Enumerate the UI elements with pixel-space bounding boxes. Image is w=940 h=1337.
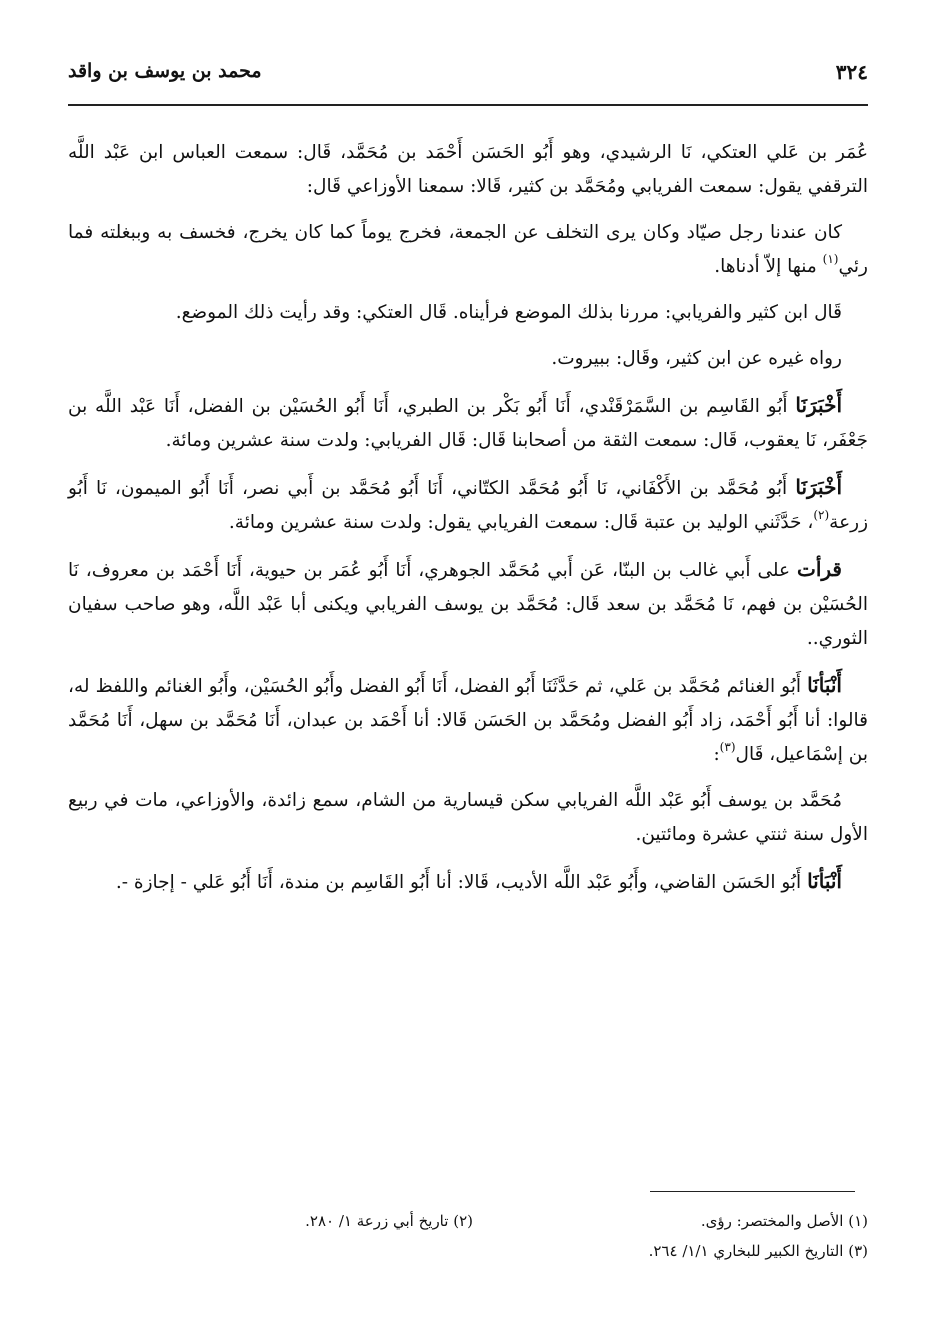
paragraph [68, 296, 868, 330]
paragraph-tail: ، حَدَّثَني الوليد بن عتبة قَال: سمعت الفريابي يقول: ولدت سنة عشرين ومائة. [228, 512, 814, 533]
footnote-text: الأصل والمختصر: رؤى. [700, 1212, 844, 1230]
paragraph [68, 342, 868, 376]
paragraph-text: على أَبي غالب بن البنّا، عَن أَبي مُحَمَّد الجوهري، أَنَا أَبُو عُمَر بن حيوية، أَنَا أَحْمَد بن معروف، نَا الحُسَيْن بن فهم، نَا مُحَمَّد بن سعد قَال: مُحَمَّد بن يوسف الفريابي ويكنى أبا عَبْد اللَّه، وهو صاحب سفيان الثوري.. [68, 560, 868, 649]
footnote-2 [305, 1206, 473, 1236]
footnote-ref: (٢) [813, 508, 830, 522]
paragraph-text: كان عندنا رجل صيّاد وكان يرى التخلف عن الجمعة، فخرج يوماً كما كان يخرج، فخسف به وببغلته فما رئي [68, 222, 868, 277]
paragraph-tail: : [713, 744, 720, 765]
footnote-3 [649, 1236, 868, 1266]
footnote-number: (٣) [848, 1242, 868, 1260]
paragraph [68, 668, 868, 772]
paragraph-text: أَبُو مُحَمَّد بن الأَكْفَاني، نَا أَبُو مُحَمَّد الكتّاني، أَنَا أَبُو مُحَمَّد بن أَبي نصر، أَنَا أَبُو الميمون، نَا أَبُو زرعة [68, 478, 868, 533]
header-divider [68, 104, 868, 106]
footnote-text: التاريخ الكبير للبخاري ١/١/ ٢٦٤. [648, 1242, 844, 1260]
footnote-1 [701, 1206, 868, 1236]
paragraph-text: قَال ابن كثير والفريابي: مررنا بذلك الموضع فرأيناه. قَال العتكي: وقد رأيت ذلك الموضع. [175, 302, 842, 323]
lead-word: أَخْبَرَنَا [795, 393, 842, 417]
running-title: محمد بن يوسف بن واقد [68, 60, 262, 82]
paragraph-text: أَبُو القَاسِم بن السَّمَرْقَنْدي، أَنَا أَبُو بَكْر بن الطبري، أَنَا أَبُو الحُسَيْن بن الفضل، أَنَا عَبْد اللَّه بن جَعْفَر، نَا يعقوب، قَال: سمعت الثقة من أصحابنا قَال: قَال الفريابي: ولدت سنة عشرين ومائة. [68, 396, 868, 451]
paragraph-tail: منها إلاّ أدناها. [714, 256, 823, 277]
paragraph-text: مُحَمَّد بن يوسف أَبُو عَبْد اللَّه الفريابي سكن قيسارية من الشام، سمع زائدة، والأوزاعي، مات في ربيع الأول سنة ثنتي عشرة ومائتين. [68, 790, 868, 845]
footnote-row [68, 1206, 868, 1236]
paragraph [68, 864, 868, 900]
paragraph [68, 784, 868, 852]
footnote-row [68, 1236, 868, 1266]
lead-word: أَنْبَأنَا [807, 869, 842, 893]
footnotes [68, 1206, 868, 1266]
footnote-divider [650, 1191, 855, 1192]
paragraph-text: عُمَر بن عَلي العتكي، نَا الرشيدي، وهو أَبُو الحَسَن أَحْمَد بن مُحَمَّد، قَال: سمعت العباس ابن عَبْد اللَّه الترقفي يقول: سمعت الفريابي ومُحَمَّد بن كثير، قَالا: سمعنا الأوزاعي قَال: [68, 142, 868, 197]
footnote-text: تاريخ أبي زرعة ١/ ٢٨٠. [305, 1212, 449, 1230]
lead-word: أَخْبَرَنَا [795, 475, 842, 499]
footnote-ref: (١) [822, 252, 839, 266]
main-text [68, 136, 868, 912]
page-number: ٣٢٤ [835, 60, 868, 84]
lead-word: أَنْبَأنَا [807, 673, 842, 697]
paragraph [68, 136, 868, 204]
paragraph [68, 470, 868, 540]
footnote-number: (٢) [453, 1212, 473, 1230]
paragraph [68, 216, 868, 284]
page-header [68, 60, 868, 100]
paragraph [68, 388, 868, 458]
paragraph-text: رواه غيره عن ابن كثير، وقَال: ببيروت. [551, 348, 842, 369]
footnote-ref: (٣) [719, 740, 736, 754]
paragraph [68, 552, 868, 656]
lead-word: قرأت [797, 557, 842, 581]
footnote-number: (١) [848, 1212, 868, 1230]
paragraph-text: أَبُو الحَسَن القاضي، وأَبُو عَبْد اللَّه الأديب، قَالا: أنا أَبُو القَاسِم بن مندة، أَنَا أَبُو عَلي - إجازة -. [115, 872, 808, 893]
paragraph-text: أَبُو الغنائم مُحَمَّد بن عَلي، ثم حَدَّثَنَا أَبُو الفضل، أَنَا أَبُو الفضل وأَبُو الحُسَيْن، وأَبُو الغنائم واللفظ له، قالوا: أنا أَبُو أَحْمَد، زاد أَبُو الفضل ومُحَمَّد بن الحَسَن قَالا: أنا أَحْمَد بن عبدان، أَنَا مُحَمَّد بن سهل، أَنَا مُحَمَّد بن إسْمَاعيل، قَال [68, 676, 868, 765]
